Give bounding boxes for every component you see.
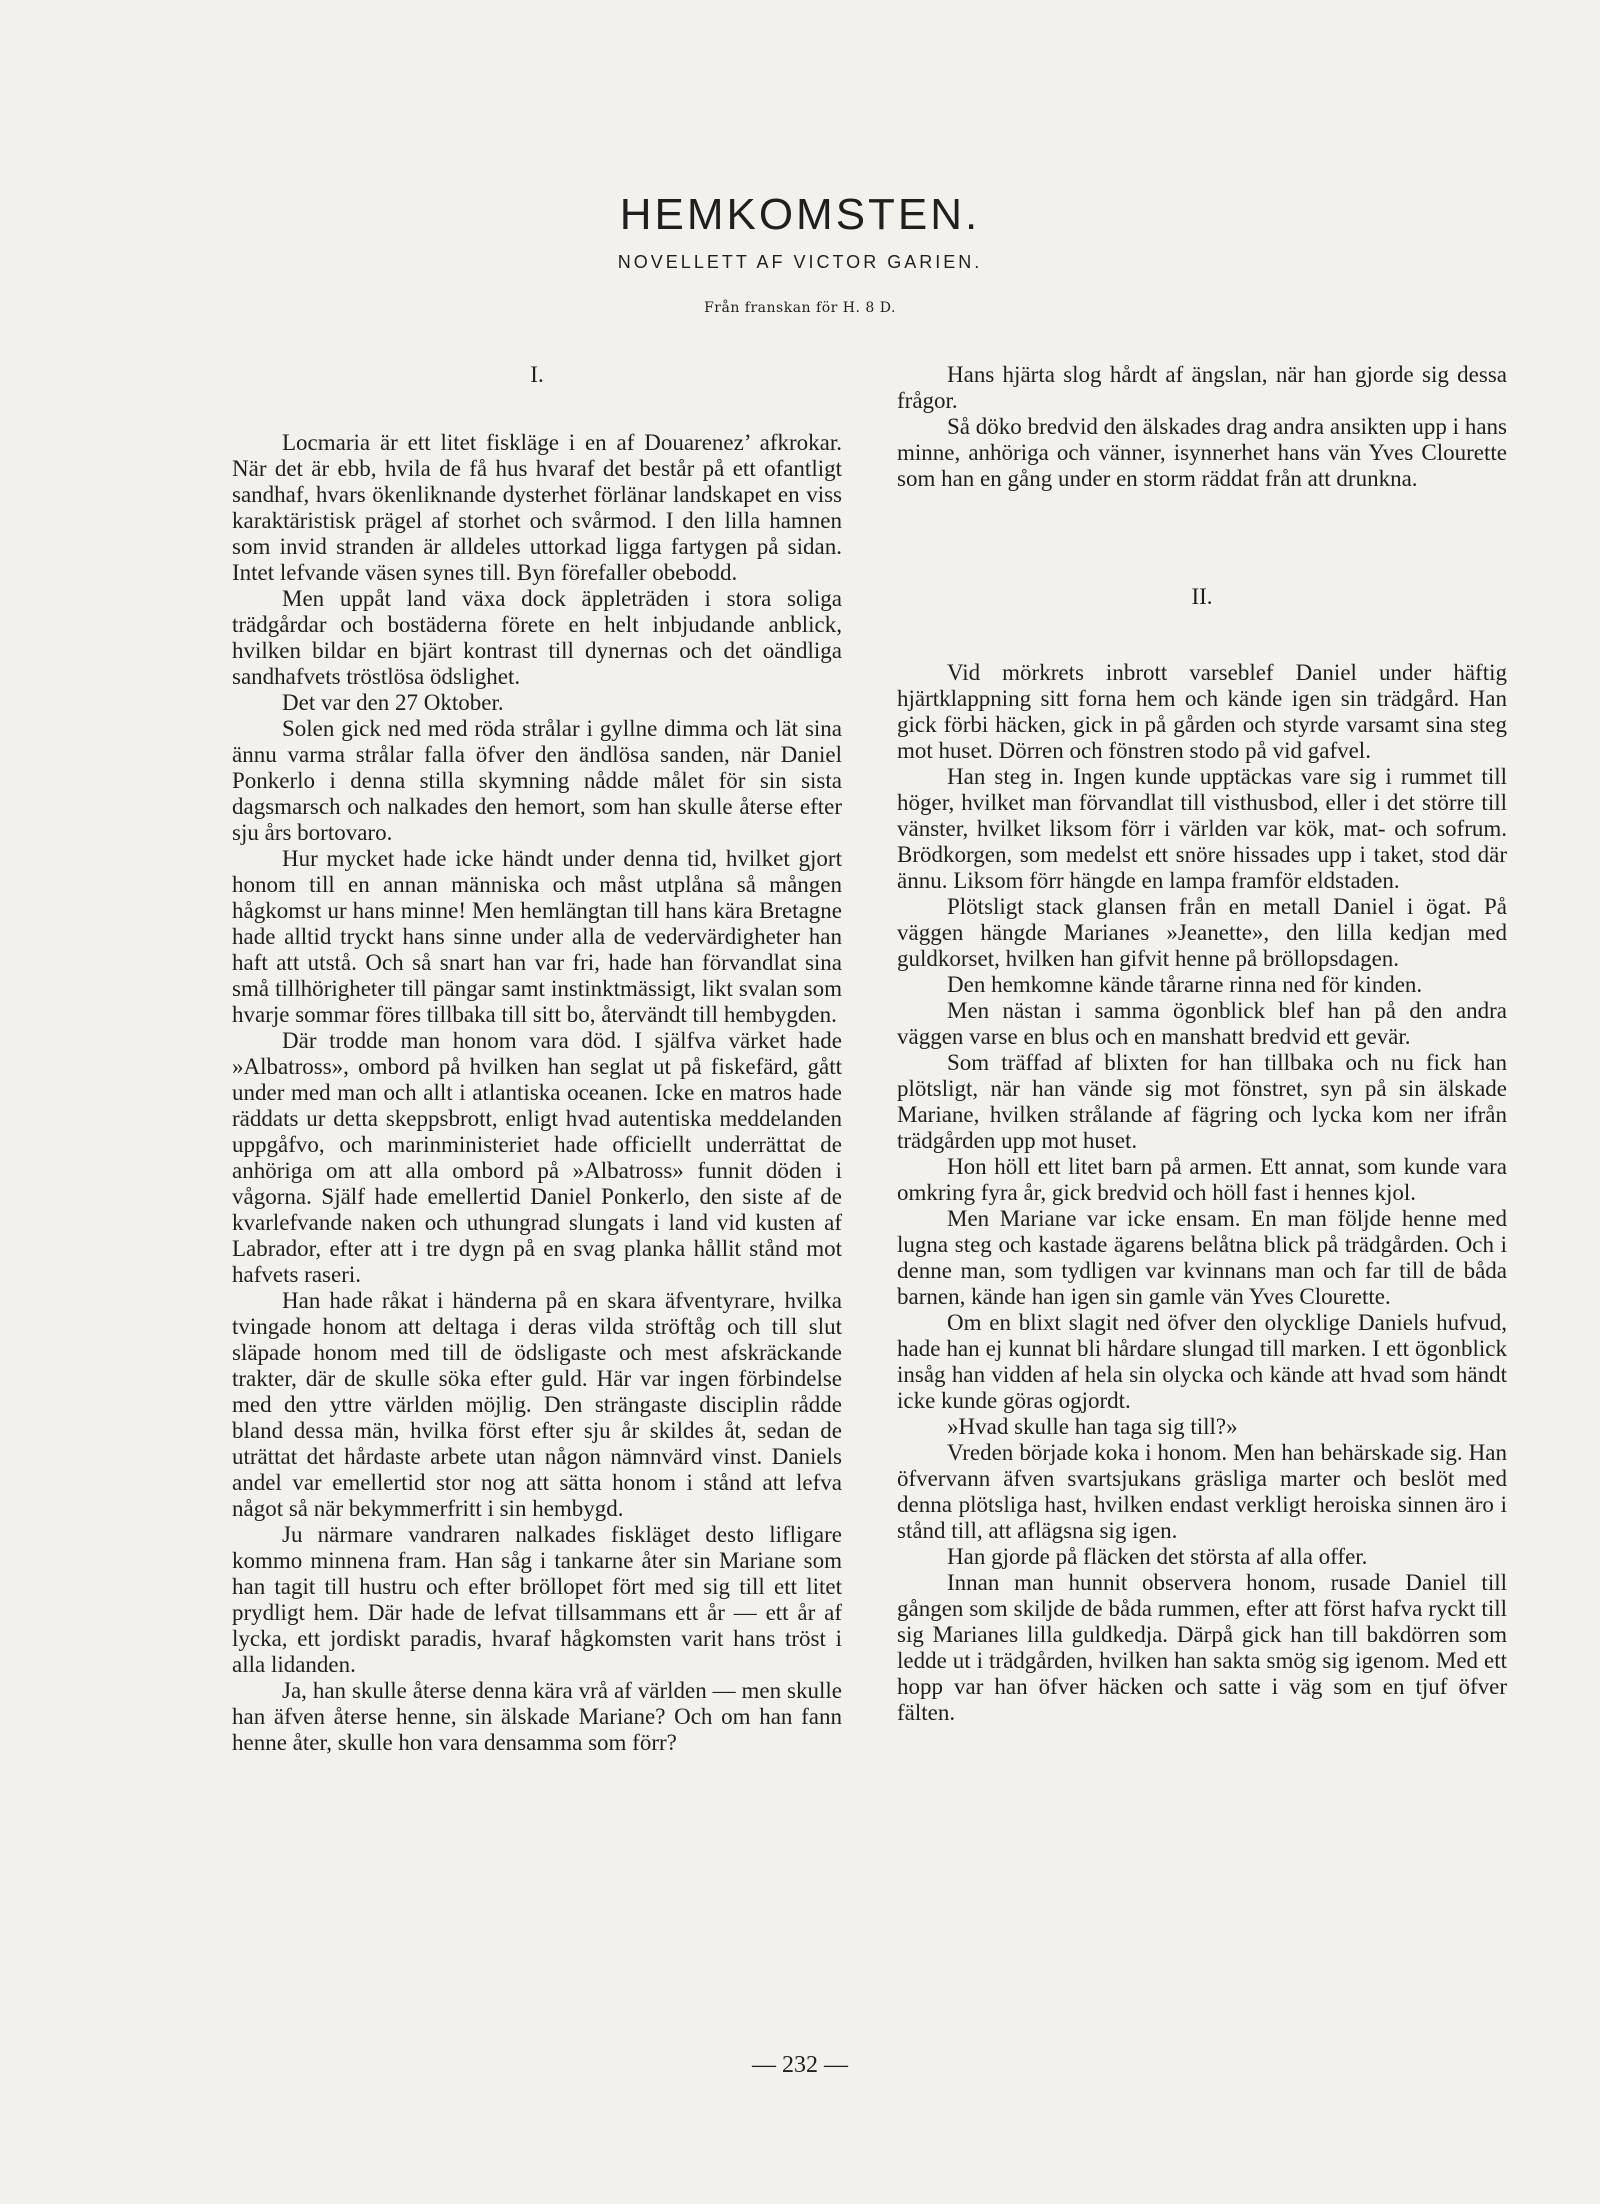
paragraph: Det var den 27 Oktober. (282, 690, 504, 715)
paragraph: Vid mörkrets inbrott varseblef Daniel under häftig hjärtklappning sitt forna hem och kände igen sin trädgård. Han gick förbi häcken, gick in på gården och styrde varsamt sina steg mot huset. Dörren och fönstren stodo på vid gafvel. (897, 660, 1507, 763)
paragraph: Men uppåt land växa dock äppleträden i stora soliga trädgårdar och bostäderna förete en helt inbjudande anblick, hvilken bildar en bjärt kontrast till dynernas och det oändliga sandhafvets tröstlösa ödslighet. (232, 586, 842, 689)
story-subtitle: NOVELLETT AF VICTOR GARIEN. (617, 252, 983, 272)
paragraph: Hon höll ett litet barn på armen. Ett annat, som kunde vara omkring fyra år, gick bredvid och höll fast i hennes kjol. (897, 1154, 1507, 1205)
left-column (232, 362, 842, 1756)
paragraph: Solen gick ned med röda strålar i gyllne dimma och lät sina ännu varma strålar falla öfver den ändlösa sanden, när Daniel Ponkerlo i denna stilla skymning nådde målet för sin sista dagsmarsch och nalkades den hemort, som han skulle återse efter sju års bortovaro. (232, 716, 842, 845)
paragraph: Ja, han skulle återse denna kära vrå af världen — men skulle han äfven återse henne, sin älskade Mariane? Och om han fann henne åter, skulle hon vara densamma som förr? (232, 1678, 842, 1755)
paragraph: Vreden började koka i honom. Men han behärskade sig. Han öfvervann äfven svartsjukans gräsliga marter och beslöt med denna plötsliga hast, hvilken endast verkligt heroiska sinnen äro i stånd till, att aflägsna sig igen. (897, 1440, 1507, 1543)
section-heading-2: II. (1191, 584, 1213, 609)
paragraph: Locmaria är ett litet fiskläge i en af Douarenez’ afkrokar. När det är ebb, hvila de få hus hvaraf det består på ett ofantligt sandhaf, hvars ökenliknande dysterhet förlänar landskapet en viss karaktäristisk prägel af storhet och svårmod. I den lilla hamnen som invid stranden är alldeles uttorkad ligga fartygen på sidan. Intet lefvande väsen synes till. Byn förefaller obebodd. (232, 430, 842, 585)
paragraph: Han gjorde på fläcken det största af alla offer. (947, 1544, 1368, 1569)
translator-note: Från franskan för H. 8 D. (704, 300, 896, 316)
paragraph: Hans hjärta slog hårdt af ängslan, när han gjorde sig dessa frågor. (897, 362, 1507, 413)
paragraph: Innan man hunnit observera honom, rusade Daniel till gången som skiljde de båda rummen, efter att först hafva ryckt till sig Marianes lilla guldkedja. Därpå gick han till bakdörren som ledde ut i trädgården, hvilken han sakta smög sig igenom. Med ett hopp var han öfver häcken och satte i väg som en tjuf öfver fälten. (897, 1570, 1507, 1725)
paragraph: Om en blixt slagit ned öfver den olycklige Daniels hufvud, hade han ej kunnat bli hårdare slungad till marken. I ett ögonblick insåg han vidden af hela sin olycka och kände att hvad som händt icke kunde göras ogjordt. (897, 1310, 1507, 1413)
paragraph: Så döko bredvid den älskades drag andra ansikten upp i hans minne, anhöriga och vänner, isynnerhet hans vän Yves Clourette som han en gång under en storm räddat från att drunkna. (897, 414, 1507, 491)
paragraph: Ju närmare vandraren nalkades fiskläget desto lifligare kommo minnena fram. Han såg i tankarne åter sin Mariane som han tagit till hustru och efter bröllopet fört med sig till ett litet prydligt hem. Där hade de lefvat tillsammans ett år — ett år af lycka, ett jordiskt paradis, hvaraf hågkomsten varit hans tröst i alla lidanden. (232, 1522, 842, 1677)
paragraph: Plötsligt stack glansen från en metall Daniel i ögat. På väggen hängde Marianes »Jeanette», den lilla kedjan med guldkorset, hvilken han gifvit henne på bröllopsdagen. (897, 894, 1507, 971)
paragraph: Den hemkomne kände tårarne rinna ned för kinden. (947, 972, 1423, 997)
paragraph: Men nästan i samma ögonblick blef han på den andra väggen varse en blus och en manshatt bredvid ett gevär. (897, 998, 1507, 1049)
right-column (897, 362, 1507, 1726)
paragraph: Han steg in. Ingen kunde upptäckas vare sig i rummet till höger, hvilket man förvandlat till visthusbod, eller i det större till vänster, hvilket liksom förr i världen var kök, mat- och sofrum. Brödkorgen, som medelst ett snöre hissades upp i taket, stod där ännu. Liksom förr hängde en lampa framför eldstaden. (897, 764, 1507, 893)
paragraph: Hur mycket hade icke händt under denna tid, hvilket gjort honom till en annan människa och måst utplåna så mången hågkomst ur hans minne! Men hemlängtan till hans kära Bretagne hade alltid tryckt hans sinne under alla de vedervärdigheter han haft att utstå. Och så snart han var fri, hade han förvandlat sina små tillhörigheter till pängar samt instinktmässigt, likt svalan som hvarje sommar föres tillbaka till sitt bo, återvändt till hembygden. (232, 846, 842, 1027)
paragraph: Som träffad af blixten for han tillbaka och nu fick han plötsligt, när han vände sig mot fönstret, syn på sin älskade Mariane, hvilken strålande af fägring och lycka kom ner ifrån trädgården upp mot huset. (897, 1050, 1507, 1153)
section-heading-1: I. (530, 362, 544, 387)
paragraph: »Hvad skulle han taga sig till?» (947, 1414, 1238, 1439)
paragraph: Men Mariane var icke ensam. En man följde henne med lugna steg och kastade ägarens belåtna blick på trädgården. Och i denne man, som tydligen var kvinnans man och far till de båda barnen, kände han igen sin gamle vän Yves Clourette. (897, 1206, 1507, 1309)
paragraph: Han hade råkat i händerna på en skara äfventyrare, hvilka tvingade honom att deltaga i deras vilda ströftåg och till slut släpade honom med till de ödsligaste och mest afskräckande trakter, där de skulle söka efter guld. Här var ingen förbindelse med den yttre världen möjlig. Den strängaste disciplin rådde bland dessa män, hvilka först efter sju år skildes åt, sedan de uträttat det hårdaste arbete utan någon nämnvärd vinst. Daniels andel var emellertid stor nog att sätta honom i stånd att lefva något så när bekymmerfritt i sin hembygd. (232, 1288, 842, 1521)
story-title: HEMKOMSTEN. (619, 190, 981, 239)
page-number: — 232 — (752, 2052, 848, 2078)
paragraph: Där trodde man honom vara död. I själfva värket hade »Albatross», ombord på hvilken han seglat ut på fiskefärd, gått under med man och allt i atlantiska oceanen. Icke en matros hade räddats ur detta skeppsbrott, enligt hvad autentiska meddelanden uppgåfvo, och marinministeriet hade officiellt underrättat de anhöriga om att alla ombord på »Albatross» funnit döden i vågorna. Själf hade emellertid Daniel Ponkerlo, den siste af de kvarlefvande naken och uthungrad slungats i land vid kusten af Labrador, efter att i tre dygn på en svag planka hållit stånd mot hafvets raseri. (232, 1028, 842, 1287)
